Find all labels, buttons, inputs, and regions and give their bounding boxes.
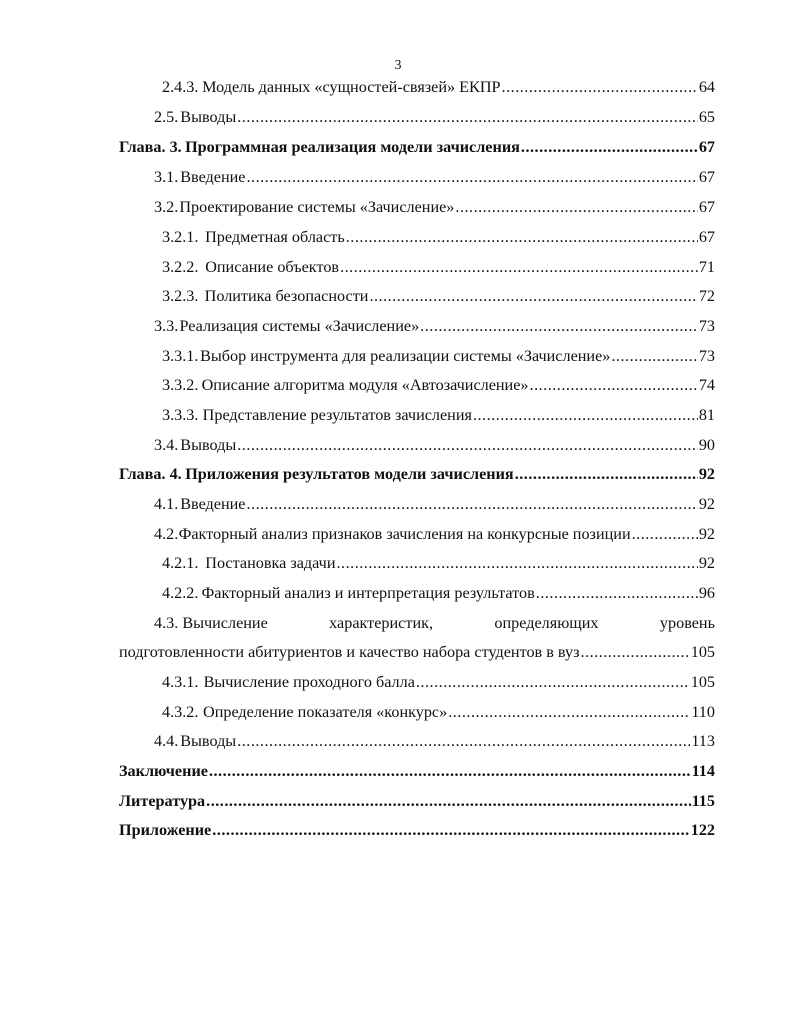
toc-entry-word: определяющих — [494, 614, 599, 632]
toc-leader-dots — [340, 256, 698, 278]
toc-entry-page: 114 — [691, 762, 715, 780]
toc-entry-title: Выводы — [180, 436, 237, 454]
toc-leader-dots — [536, 582, 698, 604]
toc-entry-number: 4.4. — [154, 732, 179, 750]
toc-entry-number: 2.4.3. — [162, 78, 199, 96]
toc-entry-number: 3.1. — [154, 168, 179, 186]
toc-leader-dots — [632, 523, 698, 545]
toc-entry-title: Литература — [119, 792, 206, 810]
toc-entry-title: Проектирование системы «Зачисление» — [179, 198, 455, 216]
toc-entry-title: Вычисление проходного балла — [203, 673, 415, 691]
toc-leader-dots — [420, 315, 698, 337]
toc-entry-title: Факторный анализ признаков зачисления на конкурсные позиции — [178, 525, 631, 543]
toc-leader-dots — [206, 790, 690, 812]
toc-leader-dots — [369, 285, 697, 307]
toc-entry-title: Выводы — [180, 108, 237, 126]
toc-leader-dots — [416, 671, 690, 693]
toc-entry-number: 4.3.1. — [162, 673, 199, 691]
toc-entry-page: 65 — [698, 108, 715, 126]
toc-entry-page: 81 — [698, 406, 715, 424]
toc-entry-number: 4.3.2. — [162, 703, 199, 721]
toc-entry-page: 67 — [698, 168, 715, 186]
toc-leader-dots — [611, 345, 697, 367]
toc-entry-title: Предметная область — [205, 228, 345, 246]
toc-entry-4-2-2[interactable] — [162, 582, 715, 604]
toc-entry-page: 115 — [691, 792, 715, 810]
toc-entry-word: уровень — [659, 614, 715, 632]
toc-chapter-4[interactable] — [119, 463, 715, 485]
toc-leader-dots — [237, 730, 690, 752]
toc-entry-2-5[interactable] — [154, 106, 715, 128]
toc-entry-word: характеристик, — [329, 614, 434, 632]
toc-entry-3-2-1[interactable] — [162, 226, 715, 248]
toc-entry-title: Введение — [180, 495, 246, 513]
toc-entry-title: Факторный анализ и интерпретация результатов — [201, 584, 535, 602]
toc-entry-4-1[interactable] — [154, 493, 715, 515]
toc-entry-page: 71 — [698, 258, 715, 276]
toc-entry-page: 92 — [698, 495, 715, 513]
toc-leader-dots — [237, 434, 698, 456]
toc-entry-page: 110 — [691, 703, 715, 721]
toc-entry-title: Описание объектов — [205, 258, 340, 276]
toc-entry-title: подготовленности абитуриентов и качество набора студентов в вуз — [119, 643, 580, 661]
toc-entry-3-2-2[interactable] — [162, 256, 715, 278]
toc-entry-4-4[interactable] — [154, 730, 715, 752]
toc-entry-page: 74 — [698, 376, 715, 394]
toc-leader-dots — [473, 404, 698, 426]
toc-leader-dots — [209, 760, 691, 782]
toc-entry-title: Постановка задачи — [205, 554, 336, 572]
toc-entry-number: 3.3.3. — [162, 406, 199, 424]
toc-entry-page: 67 — [698, 138, 715, 156]
toc-leader-dots — [581, 641, 690, 663]
toc-entry-number: 4.2. — [154, 525, 179, 543]
toc-entry-3-4[interactable] — [154, 434, 715, 456]
toc-entry-number: 4.1. — [154, 495, 179, 513]
toc-leader-dots — [455, 196, 697, 218]
toc-entry-4-3-line1[interactable] — [154, 612, 715, 634]
toc-entry-number: 3.2.2. — [162, 258, 199, 276]
toc-entry-title: Введение — [180, 168, 246, 186]
toc-entry-page: 122 — [690, 821, 715, 839]
toc-leader-dots — [246, 493, 697, 515]
page-number: 3 — [394, 58, 402, 73]
toc-entry-page: 67 — [698, 228, 715, 246]
toc-leader-dots — [346, 226, 698, 248]
toc-entry-3-3-3[interactable] — [162, 404, 715, 426]
toc-entry-page: 72 — [698, 287, 715, 305]
toc-appendix[interactable] — [119, 819, 715, 841]
toc-entry-number-and-word — [154, 612, 268, 634]
toc-literature[interactable] — [119, 790, 715, 812]
toc-entry-page: 90 — [698, 436, 715, 454]
toc-entry-title: Приложения результатов модели зачисления — [185, 465, 514, 483]
toc-entry-page: 92 — [698, 525, 715, 543]
toc-leader-dots — [521, 136, 698, 158]
toc-leader-dots — [337, 552, 698, 574]
toc-entry-title: Выводы — [180, 732, 237, 750]
toc-entry-number: Глава. 4. — [119, 465, 182, 483]
toc-entry-number: Глава. 3. — [119, 138, 182, 156]
toc-leader-dots — [530, 374, 698, 396]
toc-entry-page: 113 — [691, 732, 715, 750]
toc-entry-3-3[interactable] — [154, 315, 715, 337]
toc-entry-number: 4.3. — [154, 614, 179, 632]
toc-leader-dots — [515, 463, 698, 485]
toc-entry-3-3-2[interactable] — [162, 374, 715, 396]
toc-entry-title: Реализация системы «Зачисление» — [179, 317, 420, 335]
toc-entry-3-3-1[interactable] — [162, 345, 715, 367]
toc-chapter-3[interactable] — [119, 136, 715, 158]
toc-entry-page: 73 — [698, 317, 715, 335]
toc-leader-dots — [212, 819, 689, 841]
toc-entry-page: 73 — [698, 347, 715, 365]
toc-entry-page: 67 — [698, 198, 715, 216]
toc-entry-3-2-3[interactable] — [162, 285, 715, 307]
toc-entry-4-3-2[interactable] — [162, 701, 715, 723]
toc-entry-4-2-1[interactable] — [162, 552, 715, 574]
toc-entry-title: Представление результатов зачисления — [202, 406, 472, 424]
toc-entry-4-3-1[interactable] — [162, 671, 715, 693]
toc-leader-dots — [502, 76, 698, 98]
toc-leader-dots — [246, 166, 697, 188]
toc-entry-number: 3.3.2. — [162, 376, 199, 394]
toc-entry-number: 3.4. — [154, 436, 179, 454]
toc-entry-number: 3.3.1. — [162, 347, 199, 365]
toc-entry-page: 96 — [698, 584, 715, 602]
toc-entry-page: 92 — [698, 465, 715, 483]
toc-entry-title: Определение показателя «конкурс» — [203, 703, 448, 721]
toc-entry-title: Модель данных «сущностей-связей» ЕКПР — [202, 78, 501, 96]
toc-entry-number: 3.2.1. — [162, 228, 199, 246]
toc-entry-number: 3.2.3. — [162, 287, 199, 305]
toc-entry-number: 2.5. — [154, 108, 179, 126]
toc-leader-dots — [237, 106, 698, 128]
toc-entry-title: Заключение — [119, 762, 208, 780]
toc-entry-3-1[interactable] — [154, 166, 715, 188]
toc-entry-4-2[interactable] — [154, 523, 715, 545]
toc-entry-page: 64 — [698, 78, 715, 96]
toc-entry-number: 4.2.1. — [162, 554, 199, 572]
toc-entry-page: 105 — [690, 643, 715, 661]
toc-entry-4-3-line2[interactable] — [119, 641, 715, 663]
toc-entry-3-2[interactable] — [154, 196, 715, 218]
toc-leader-dots — [448, 701, 690, 723]
toc-entry-title: Политика безопасности — [204, 287, 369, 305]
toc-entry-number: 3.3. — [154, 317, 179, 335]
toc-entry-title: Выбор инструмента для реализации системы «Зачисление» — [200, 347, 611, 365]
toc-entry-title: Описание алгоритма модуля «Автозачисление» — [201, 376, 529, 394]
toc-entry-number: 3.2. — [154, 198, 179, 216]
toc-entry-page: 105 — [690, 673, 715, 691]
toc-entry-word: Вычисление — [182, 614, 268, 632]
toc-entry-number: 4.2.2. — [162, 584, 199, 602]
toc-entry-page: 92 — [698, 554, 715, 572]
toc-entry-title: Программная реализация модели зачисления — [185, 138, 520, 156]
toc-entry-title: Приложение — [119, 821, 212, 839]
toc-conclusion[interactable] — [119, 760, 715, 782]
toc-entry-2-4-3[interactable] — [162, 76, 715, 98]
